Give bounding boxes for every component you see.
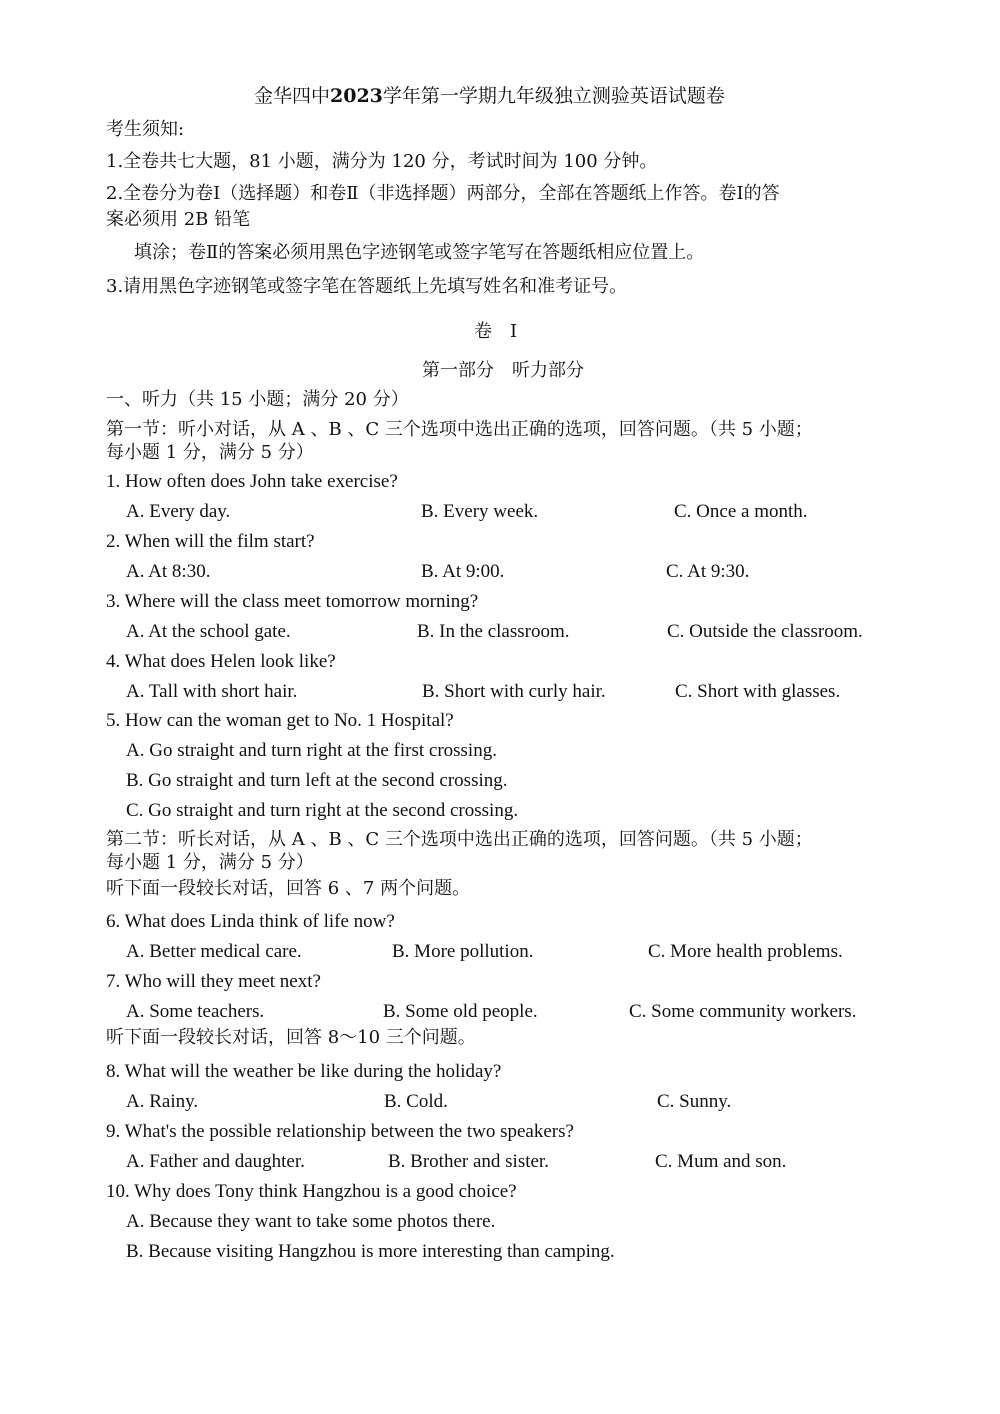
question-8: 8. What will the weather be like during the holiday?: [106, 1061, 502, 1082]
notice-item-1: 1.全卷共七大题，81 小题，满分为 120 分，考试时间为 100 分钟。: [106, 151, 658, 172]
notice-item-3: 3.请用黑色字迹钢笔或签字笔在答题纸上先填写姓名和准考证号。: [106, 276, 628, 297]
question-7-option-a: A. Some teachers.: [126, 1001, 265, 1022]
question-9-option-c: C. Mum and son.: [655, 1151, 787, 1172]
question-1-option-c: C. Once a month.: [674, 501, 808, 522]
question-8-option-b: B. Cold.: [384, 1091, 448, 1112]
question-3-option-c: C. Outside the classroom.: [667, 621, 863, 642]
section-2-instructions-line-2: 每小题 1 分，满分 5 分）: [106, 852, 314, 873]
question-1-option-a: A. Every day.: [126, 501, 231, 522]
question-5-option-b: B. Go straight and turn left at the second crossing.: [126, 770, 508, 791]
question-7: 7. Who will they meet next?: [106, 971, 321, 992]
section-2-instructions-line-1: 第二节：听长对话，从 A 、B 、C 三个选项中选出正确的选项，回答问题。（共 5 小题；: [106, 829, 813, 850]
question-7-option-c: C. Some community workers.: [629, 1001, 857, 1022]
question-1-option-b: B. Every week.: [421, 501, 539, 522]
question-6-option-b: B. More pollution.: [392, 941, 534, 962]
question-8-option-c: C. Sunny.: [657, 1091, 732, 1112]
section-1-heading: 一、听力（共 15 小题；满分 20 分）: [106, 389, 409, 410]
question-5-option-a: A. Go straight and turn right at the first crossing.: [126, 740, 497, 761]
question-4-option-c: C. Short with glasses.: [675, 681, 841, 702]
section-1-instructions-line-1: 第一节：听小对话，从 A 、B 、C 三个选项中选出正确的选项，回答问题。（共 5 小题；: [106, 419, 813, 440]
question-2-option-b: B. At 9:00.: [421, 561, 505, 582]
question-4-option-a: A. Tall with short hair.: [126, 681, 298, 702]
question-9-option-b: B. Brother and sister.: [388, 1151, 549, 1172]
question-10: 10. Why does Tony think Hangzhou is a good choice?: [106, 1181, 517, 1202]
section-2-intro-6-7: 听下面一段较长对话，回答 6 、7 两个问题。: [106, 878, 471, 899]
title-school: 金华四中: [254, 85, 331, 107]
question-9-option-a: A. Father and daughter.: [126, 1151, 305, 1172]
notice-item-2-line-1: 2.全卷分为卷Ⅰ（选择题）和卷Ⅱ（非选择题）两部分，全部在答题纸上作答。卷Ⅰ的答: [106, 183, 780, 204]
notice-heading: 考生须知:: [106, 119, 185, 140]
notice-item-2-line-2: 案必须用 2B 铅笔: [106, 209, 251, 230]
title-rest: 学年第一学期九年级独立测验英语试题卷: [382, 85, 725, 107]
part-title: 第一部分 听力部分: [422, 360, 584, 381]
question-5-option-c: C. Go straight and turn right at the second crossing.: [126, 800, 519, 821]
question-7-option-b: B. Some old people.: [383, 1001, 538, 1022]
question-5: 5. How can the woman get to No. 1 Hospital?: [106, 710, 454, 731]
section-2-intro-8-10: 听下面一段较长对话，回答 8～10 三个问题。: [106, 1027, 476, 1048]
question-8-option-a: A. Rainy.: [126, 1091, 199, 1112]
question-6-option-a: A. Better medical care.: [126, 941, 302, 962]
question-10-option-a: A. Because they want to take some photos there.: [126, 1211, 496, 1232]
question-3: 3. Where will the class meet tomorrow morning?: [106, 591, 479, 612]
question-4-option-b: B. Short with curly hair.: [422, 681, 606, 702]
question-6-option-c: C. More health problems.: [648, 941, 843, 962]
exam-title: [254, 84, 725, 108]
question-9: 9. What's the possible relationship between the two speakers?: [106, 1121, 574, 1142]
question-4: 4. What does Helen look like?: [106, 651, 336, 672]
question-6: 6. What does Linda think of life now?: [106, 911, 395, 932]
question-2-option-a: A. At 8:30.: [126, 561, 211, 582]
question-1: 1. How often does John take exercise?: [106, 471, 398, 492]
volume-label: 卷 Ⅰ: [474, 321, 518, 342]
question-2-option-c: C. At 9:30.: [666, 561, 750, 582]
question-10-option-b: B. Because visiting Hangzhou is more interesting than camping.: [126, 1241, 615, 1262]
title-year: 2023: [330, 85, 383, 107]
section-1-instructions-line-2: 每小题 1 分，满分 5 分）: [106, 442, 314, 463]
question-3-option-b: B. In the classroom.: [417, 621, 570, 642]
question-3-option-a: A. At the school gate.: [126, 621, 291, 642]
notice-item-2-line-3: 填涂；卷Ⅱ的答案必须用黑色字迹钢笔或签字笔写在答题纸相应位置上。: [134, 242, 705, 263]
question-2: 2. When will the film start?: [106, 531, 315, 552]
